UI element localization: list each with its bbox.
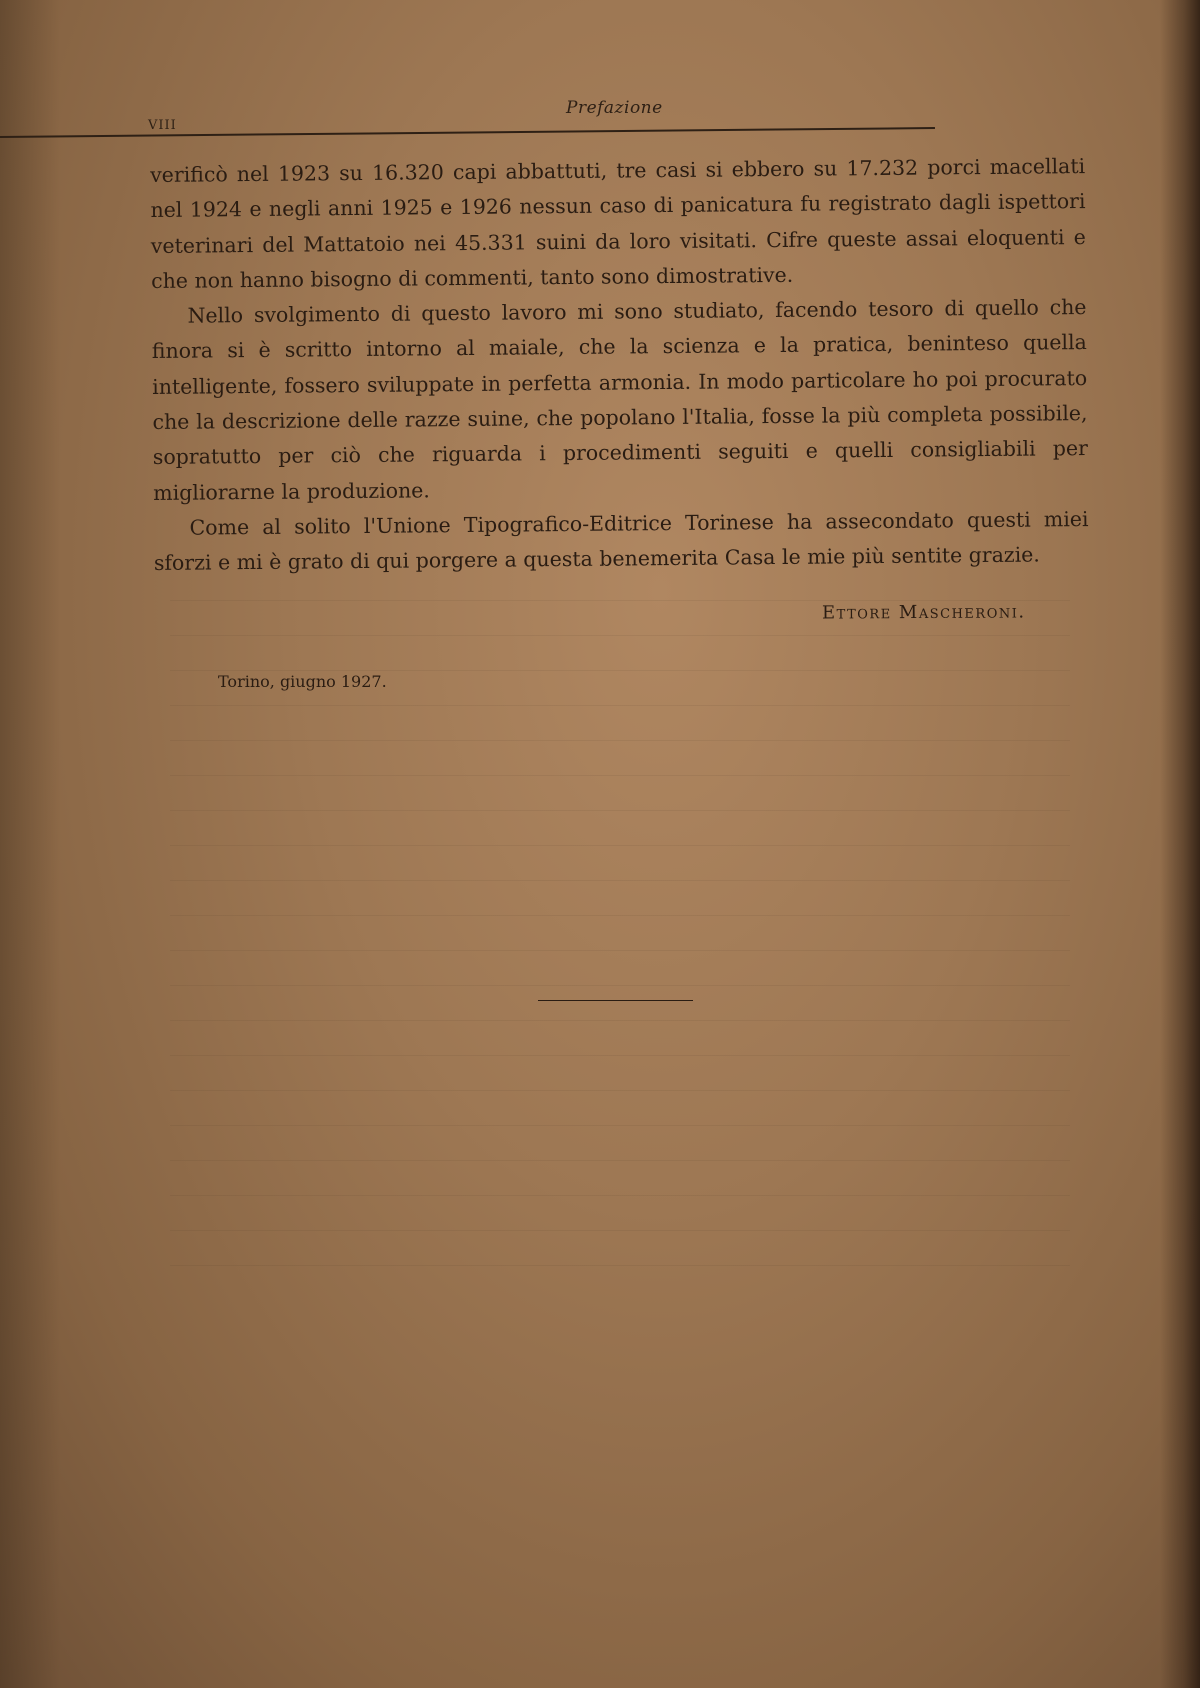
paragraph: Nello svolgimento di questo lavoro mi sono studiato, facendo tesoro di quello che finora si è scritto intorno al maiale, che la scienza e la pratica, beninteso quella intelligente, fossero sviluppate in perfetta armonia. In modo particolare ho poi procurato che la descrizione delle razze suine, che popolano l'Italia, fosse la più completa possibile, sopratutto per ciò che riguarda i procedimenti seguiti e quelli consigliabili per migliorarne la produzione. bbox=[151, 295, 1088, 505]
running-title: Prefazione bbox=[566, 98, 663, 118]
end-rule bbox=[538, 1000, 693, 1001]
paragraph: Come al solito l'Unione Tipografico-Editrice Torinese ha assecondato questi miei sforzi e mi è grato di qui porgere a questa benemerita Casa le mie più sentite grazie. bbox=[153, 506, 1089, 576]
paragraph-continued: verificò nel 1923 su 16.320 capi abbattuti, tre casi si ebbero su 17.232 porci macellati nel 1924 e negli anni 1925 e 1926 nessun caso di panicatura fu registrato dagli ispettori veterinari del Mattatoio nei 45.331 suini da loro visitati. Cifre queste assai eloquenti e che non hanno bisogno di commenti, tanto sono dimostrative. bbox=[150, 154, 1086, 293]
page-number: VIII bbox=[148, 118, 177, 133]
page-shadow-left bbox=[0, 0, 60, 1688]
author-signature: Ettore Mascheroni. bbox=[821, 601, 1026, 624]
place-date: Torino, giugno 1927. bbox=[218, 672, 387, 691]
page-edge-right bbox=[1160, 0, 1200, 1688]
bleed-through-texture bbox=[170, 600, 1070, 1300]
body-text bbox=[150, 149, 1089, 582]
